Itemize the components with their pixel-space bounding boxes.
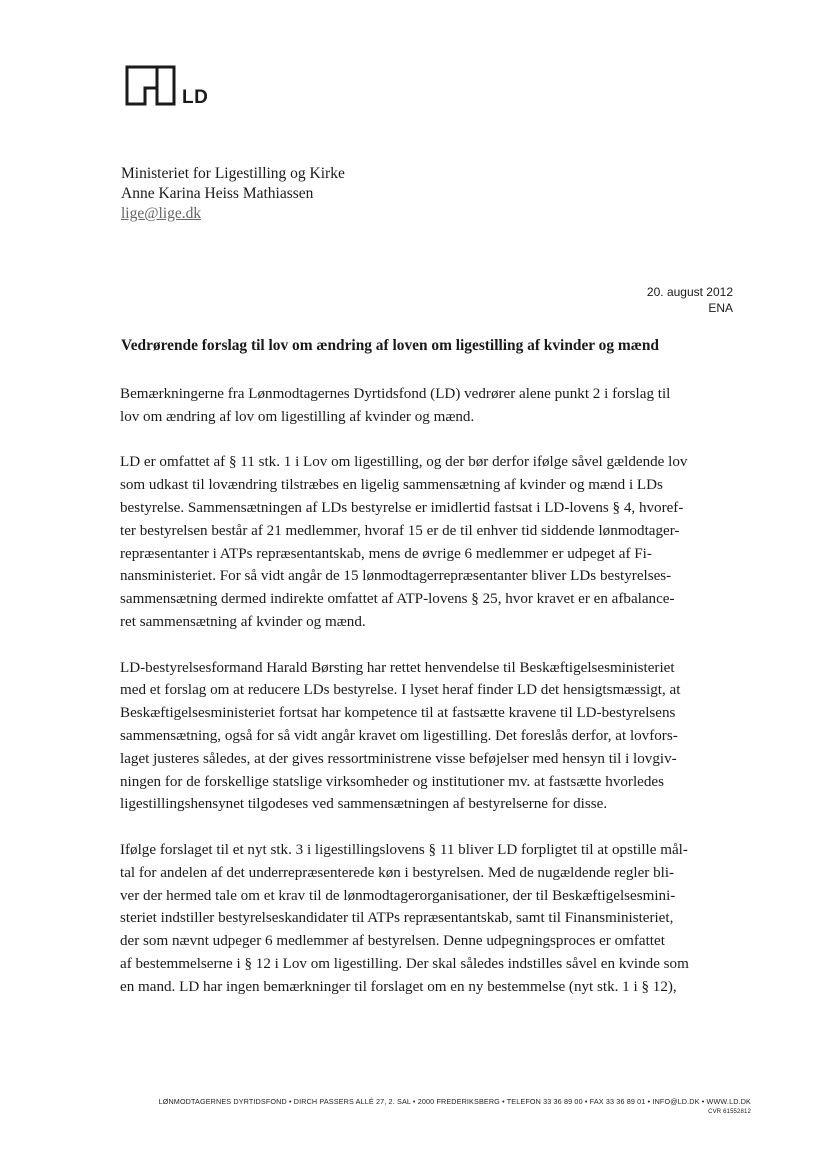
body-line: der som nævnt udpeger 6 medlemmer af bestyrelsen. Denne udpegningsproces er omfattet <box>120 933 665 950</box>
footer-address: LØNMODTAGERNES DYRTIDSFOND • DIRCH PASSERS ALLÉ 27, 2. SAL • 2000 FREDERIKSBERG • TELEFON 33 36 89 00 • FAX 33 36 89 01 • INFO@LD.DK • WWW.LD.DK <box>158 1097 751 1106</box>
body-line: ligestillingshensynet tilgodeses ved sammensætningen af bestyrelserne for disse. <box>120 796 608 813</box>
ld-logo-text: LD <box>182 87 209 108</box>
letter-body <box>120 383 740 1021</box>
letter-meta <box>647 284 733 316</box>
body-line: sammensætning dermed indirekte omfattet af ATP-lovens § 25, hvor kravet er en afbalance- <box>120 591 675 608</box>
body-line: ningen for de forskellige statslige virksomheder og institutioner mv. at fastsætte hvorledes <box>120 773 664 790</box>
ld-logo <box>124 64 208 106</box>
ld-logo-mark-icon <box>124 64 176 106</box>
recipient-ministry: Ministeriet for Ligestilling og Kirke <box>121 165 345 182</box>
page-footer <box>159 1096 751 1118</box>
body-paragraph <box>120 657 740 817</box>
body-line: tal for andelen af det underrepræsenterede køn i bestyrelsen. Med de nugældende regler bli- <box>120 864 675 881</box>
letter-date: 20. august 2012 <box>646 285 733 299</box>
body-line: laget justeres således, at der gives ressortministrene visse beføjelser med hensyn til i lovgiv- <box>120 750 677 767</box>
recipient-block <box>121 164 345 224</box>
body-line: en mand. LD har ingen bemærkninger til forslaget om en ny bestemmelse (nyt stk. 1 i § 12), <box>120 978 677 995</box>
body-line: Beskæftigelsesministeriet fortsat har kompetence til at fastsætte kravene til LD-bestyrelsens <box>120 705 676 722</box>
body-line: nansministeriet. For så vidt angår de 15 lønmodtagerrepræsentanter bliver LDs bestyrelses- <box>120 568 672 585</box>
letter-subject: Vedrørende forslag til lov om ændring af loven om ligestilling af kvinder og mænd <box>121 337 659 354</box>
body-line: LD er omfattet af § 11 stk. 1 i Lov om ligestilling, og der bør derfor ifølge såvel gældende lov <box>120 454 688 471</box>
body-paragraph <box>120 383 740 429</box>
recipient-name: Anne Karina Heiss Mathiassen <box>121 185 314 202</box>
letter-initials: ENA <box>708 301 733 315</box>
body-line: repræsentanter i ATPs repræsentantskab, mens de øvrige 6 medlemmer er udpeget af Fi- <box>120 545 652 562</box>
body-line: ver der hermed tale om et krav til de lønmodtagerorganisationer, der til Beskæftigelsesmini- <box>120 887 676 904</box>
body-line: lov om ændring af lov om ligestilling af kvinder og mænd. <box>120 408 475 425</box>
body-paragraph <box>120 451 740 633</box>
body-line: som udkast til lovændring tilstræbes en ligelig sammensætning af kvinder og mænd i LDs <box>120 477 663 494</box>
body-line: steriet indstiller bestyrelseskandidater til ATPs repræsentantskab, samt til Finansministeriet, <box>120 910 674 927</box>
body-paragraph <box>120 839 740 999</box>
footer-cvr: CVR 61552812 <box>708 1109 751 1115</box>
body-line: LD-bestyrelsesformand Harald Børsting har rettet henvendelse til Beskæftigelsesministeriet <box>120 659 675 676</box>
body-line: ter bestyrelsen består af 21 medlemmer, hvoraf 15 er de til enhver tid siddende lønmodtager- <box>120 522 680 539</box>
body-line: af bestemmelserne i § 12 i Lov om ligestilling. Der skal således indstilles såvel en kvinde som <box>120 955 689 972</box>
body-line: bestyrelse. Sammensætningen af LDs bestyrelse er imidlertid fastsat i LD-lovens § 4, hvoref- <box>120 499 684 516</box>
body-line: Ifølge forslaget til et nyt stk. 3 i ligestillingslovens § 11 bliver LD forpligtet til at opstille mål- <box>120 841 688 858</box>
body-line: med et forslag om at reducere LDs bestyrelse. I lyset heraf finder LD det hensigtsmæssigt, at <box>120 682 681 699</box>
body-line: Bemærkningerne fra Lønmodtagernes Dyrtidsfond (LD) vedrører alene punkt 2 i forslag til <box>120 386 671 402</box>
body-line: sammensætning, også for så vidt angår kravet om ligestilling. Det foreslås derfor, at lovfors- <box>120 727 678 744</box>
recipient-email-link[interactable]: lige@lige.dk <box>121 205 202 222</box>
body-line: ret sammensætning af kvinder og mænd. <box>120 613 366 630</box>
